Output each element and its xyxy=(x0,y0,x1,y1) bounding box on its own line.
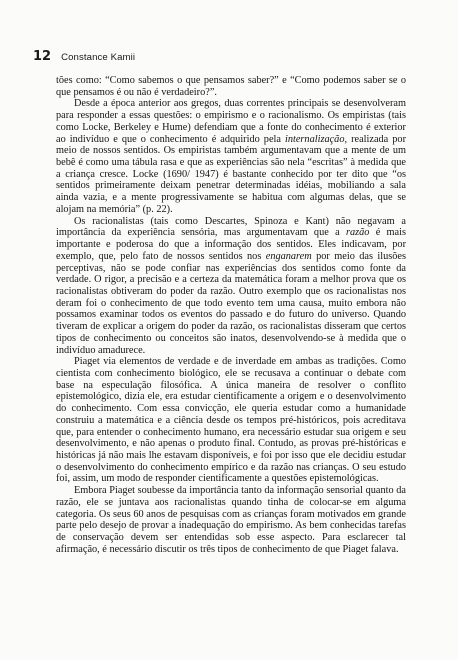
page-number: 12 xyxy=(33,49,52,64)
running-title: Constance Kamii xyxy=(61,52,136,63)
body-text xyxy=(56,75,406,555)
paragraph xyxy=(56,75,406,98)
italic-term: razão xyxy=(345,227,370,239)
paragraph xyxy=(56,356,406,485)
text-run: por meio das ilusões perceptivas, não se pode confiar nas experiências dos sentidos como fonte da verdade. O rigor, a precisão e a certeza da matemática foram a melhor prova que os racionalistas obtiveram do poder da razão. Outro exemplo que os racionalistas nos deram foi o conhecimento de que todo evento tem uma causa, muito embora não possamos examinar todos os eventos do passado e do futuro do universo. Quando tiveram de explicar a origem do poder da razão, os racionalistas disseram que certos tipos de conhecimento ou conceitos são inatos, desenvolvendo-se à medida que o indivíduo amadurece. xyxy=(56,250,406,356)
italic-term: internalização xyxy=(284,133,345,145)
text-run: Piaget via elementos de verdade e de inverdade em ambas as tradições. Como cientista com conhecimento biológico, ele se recusava a continuar o debate com base na especulação filosófica. A única maneira de resolver o conflito epistemológico, dizia ele, era estudar cientificamente a origem e o desenvolvimento do conhecimento. Com essa convicção, ele queria estudar como a humanidade construiu a matemática e a ciência desde os tempos pré-históricos, pois acreditava que, para entender o conhecimento humano, era necessário estudar sua origem e seu desenvolvimento, e não apenas o produto final. Contudo, as provas pré-históricas e históricas já não mais lhe estavam disponíveis, e foi por isso que ele decidiu estudar o desenvolvimento do conhecimento empírico e da razão nas crianças. O seu estudo foi, assim, um modo de responder cientificamente a questões epistemológicas. xyxy=(56,356,406,485)
italic-term: enganarem xyxy=(265,250,312,262)
text-run: Embora Piaget soubesse da importância tanto da informação sensorial quanto da razão, ele se juntava aos racionalistas quando tinha de colocar-se em alguma categoria. Os seus 60 anos de pesquisas com as crianças foram motivados em grande parte pelo desejo de provar a inadequação do empirismo. As bem conhecidas tarefas de conservação devem ser entendidas sob esse aspecto. Para esclarecer tal afirmação, é necessário discutir os três tipos de conhecimento de que Piaget falava. xyxy=(56,485,406,555)
paragraph xyxy=(56,98,406,215)
text-run: tões como: “Como sabemos o que pensamos saber?” e “Como podemos saber se o que pensamos é ou não é verdadeiro?”. xyxy=(56,75,406,98)
paragraph xyxy=(56,485,406,555)
text-run: é mais importante e poderosa do que a informação dos sentidos. Eles indicavam, por exemplo, que, pelo fato de nossos sentidos nos xyxy=(56,227,406,262)
text-run: Desde a época anterior aos gregos, duas correntes principais se desenvolveram para responder a essas questões: o empirismo e o racionalismo. Os empiristas (tais como Locke, Berkeley e Hume) defendiam que a fonte do conhecimento é exterior ao indivíduo e que o conhecimento é adquirido pela xyxy=(56,98,406,145)
text-run: , realizada por meio de nossos sentidos. Os empiristas também argumentavam que a mente de um bebê é como uma tábula rasa e que as experiências são nela “escritas” à medida que a criança cresce. Locke (1690/ 1947) é bastante conhecido por ter dito que “os sentidos primeiramente deixam penetrar determinadas idéias, mobiliando a sala ainda vazia, e a mente progressivamente se habitua com algumas delas, que se alojam na memória” (p. 22). xyxy=(56,133,406,215)
running-head xyxy=(33,49,135,65)
paragraph xyxy=(56,216,406,357)
text-run: Os racionalistas (tais como Descartes, Spinoza e Kant) não negavam a importância da experiência sensória, mas argumentavam que a xyxy=(56,215,406,239)
